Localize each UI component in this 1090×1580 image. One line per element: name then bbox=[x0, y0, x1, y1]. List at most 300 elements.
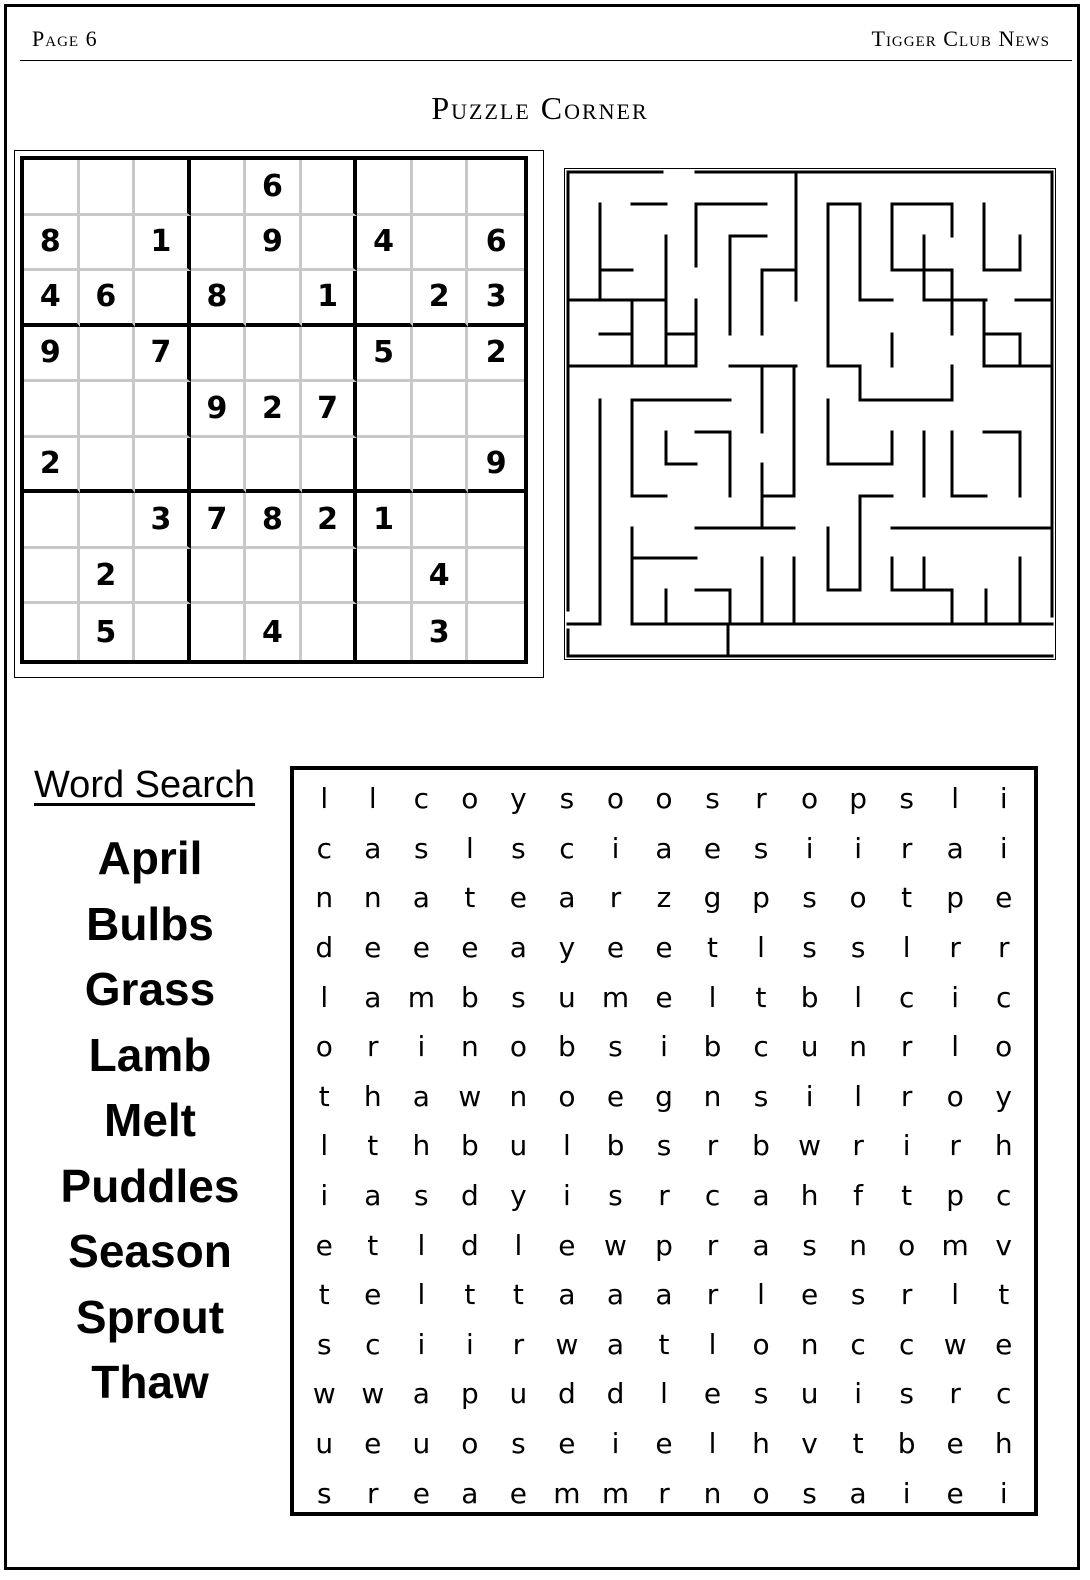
word-search-letter[interactable]: e bbox=[800, 1278, 819, 1312]
word-search-letter[interactable]: u bbox=[800, 1030, 819, 1064]
word-search-letter[interactable]: t bbox=[367, 1228, 379, 1262]
word-search-letter[interactable]: b bbox=[800, 980, 819, 1014]
word-search-letter[interactable]: s bbox=[899, 782, 914, 816]
word-search-letter[interactable]: r bbox=[706, 1129, 719, 1163]
word-search-letter[interactable]: p bbox=[460, 1377, 479, 1411]
word-search-letter[interactable]: m bbox=[407, 980, 435, 1014]
word-search-letter[interactable]: e bbox=[995, 881, 1013, 915]
word-search-letter[interactable]: n bbox=[315, 881, 334, 915]
word-search-letter[interactable]: r bbox=[755, 782, 767, 816]
word-search-letter[interactable]: s bbox=[753, 831, 769, 865]
sudoku-cell[interactable] bbox=[302, 160, 358, 216]
sudoku-cell[interactable]: 2 bbox=[468, 327, 524, 383]
word-search-letter[interactable]: a bbox=[655, 1278, 673, 1312]
word-search-letter[interactable]: e bbox=[412, 931, 430, 965]
word-search-letter[interactable]: i bbox=[320, 1179, 329, 1213]
word-search-letter[interactable]: t bbox=[755, 980, 767, 1014]
word-search-letter[interactable]: m bbox=[553, 1476, 581, 1510]
sudoku-cell[interactable] bbox=[135, 549, 191, 605]
word-search-letter[interactable]: r bbox=[658, 1179, 670, 1213]
word-search-letter[interactable]: v bbox=[995, 1228, 1012, 1262]
word-search-letter[interactable]: e bbox=[315, 1228, 333, 1262]
word-search-letter[interactable]: t bbox=[901, 1179, 913, 1213]
word-search-letter[interactable]: i bbox=[660, 1030, 668, 1064]
sudoku-cell[interactable] bbox=[135, 271, 191, 327]
sudoku-cell[interactable] bbox=[413, 438, 469, 494]
word-search-letter[interactable]: c bbox=[898, 980, 915, 1014]
sudoku-cell[interactable] bbox=[413, 493, 469, 549]
word-search-letter[interactable]: e bbox=[558, 1427, 576, 1461]
sudoku-cell[interactable]: 6 bbox=[468, 216, 524, 272]
sudoku-cell[interactable] bbox=[468, 493, 524, 549]
word-search-letter[interactable]: a bbox=[752, 1179, 770, 1213]
word-search-letter[interactable]: l bbox=[465, 831, 474, 865]
word-search-letter[interactable]: w bbox=[798, 1129, 822, 1163]
word-search-letter[interactable]: t bbox=[852, 1427, 864, 1461]
word-search-letter[interactable]: o bbox=[558, 1079, 576, 1113]
sudoku-cell[interactable]: 3 bbox=[413, 604, 469, 660]
sudoku-cell[interactable] bbox=[357, 549, 413, 605]
word-search-letter[interactable]: e bbox=[558, 1228, 576, 1262]
sudoku-cell[interactable] bbox=[357, 271, 413, 327]
word-search-letter[interactable]: l bbox=[951, 782, 960, 816]
word-search-letter[interactable]: o bbox=[461, 782, 479, 816]
word-search-letter[interactable]: o bbox=[946, 1079, 964, 1113]
word-search-letter[interactable]: d bbox=[606, 1377, 625, 1411]
word-search-letter[interactable]: l bbox=[320, 980, 329, 1014]
word-search-letter[interactable]: o bbox=[461, 1427, 479, 1461]
word-search-letter[interactable]: h bbox=[994, 1129, 1013, 1163]
word-search-letter[interactable]: r bbox=[706, 1278, 719, 1312]
word-search-letter[interactable]: i bbox=[999, 1476, 1008, 1510]
word-search-letter[interactable]: c bbox=[850, 1327, 866, 1361]
word-search-letter[interactable]: u bbox=[558, 980, 576, 1014]
word-search-letter[interactable]: w bbox=[361, 1377, 385, 1411]
sudoku-cell[interactable]: 5 bbox=[80, 604, 136, 660]
word-search-letter[interactable]: s bbox=[608, 1030, 623, 1064]
word-search-letter[interactable]: n bbox=[849, 1228, 867, 1262]
word-search-letter[interactable]: d bbox=[460, 1228, 479, 1262]
word-search-letter[interactable]: r bbox=[949, 1377, 961, 1411]
word-search-letter[interactable]: b bbox=[460, 980, 479, 1014]
word-search-letter[interactable]: p bbox=[752, 881, 770, 915]
sudoku-cell[interactable]: 6 bbox=[80, 271, 136, 327]
word-search-letter[interactable]: e bbox=[655, 1427, 673, 1461]
word-search-letter[interactable]: s bbox=[511, 831, 526, 865]
sudoku-cell[interactable]: 2 bbox=[246, 382, 302, 438]
word-search-letter[interactable]: u bbox=[315, 1427, 334, 1461]
word-search-letter[interactable]: i bbox=[417, 1030, 426, 1064]
word-search-letter[interactable]: u bbox=[800, 1377, 819, 1411]
word-search-letter[interactable]: r bbox=[367, 1030, 379, 1064]
word-search-letter[interactable]: i bbox=[417, 1327, 426, 1361]
word-search-letter[interactable]: a bbox=[946, 831, 964, 865]
word-search-letter[interactable]: u bbox=[509, 1129, 528, 1163]
word-search-letter[interactable]: w bbox=[555, 1327, 579, 1361]
word-search-letter[interactable]: c bbox=[316, 831, 332, 865]
word-search-letter[interactable]: e bbox=[509, 881, 527, 915]
word-search-letter[interactable]: c bbox=[704, 1179, 721, 1213]
word-search-letter[interactable]: s bbox=[316, 1476, 332, 1510]
sudoku-cell[interactable] bbox=[135, 604, 191, 660]
sudoku-cell[interactable]: 9 bbox=[468, 438, 524, 494]
word-search-letter[interactable]: o bbox=[801, 782, 819, 816]
word-search-letter[interactable]: l bbox=[854, 980, 862, 1014]
word-search-letter[interactable]: c bbox=[753, 1030, 769, 1064]
word-search-letter[interactable]: e bbox=[364, 1427, 382, 1461]
sudoku-cell[interactable]: 4 bbox=[357, 216, 413, 272]
word-search-letter[interactable]: b bbox=[703, 1030, 722, 1064]
sudoku-cell[interactable]: 2 bbox=[80, 549, 136, 605]
word-search-letter[interactable]: m bbox=[601, 1476, 630, 1510]
sudoku-cell[interactable] bbox=[191, 438, 247, 494]
word-search-letter[interactable]: i bbox=[465, 1327, 474, 1361]
word-search-letter[interactable]: p bbox=[655, 1228, 673, 1262]
word-search-letter[interactable]: n bbox=[849, 1030, 867, 1064]
sudoku-cell[interactable] bbox=[413, 382, 469, 438]
sudoku-cell[interactable] bbox=[135, 160, 191, 216]
word-search-letter[interactable]: a bbox=[412, 881, 430, 915]
word-search-letter[interactable]: l bbox=[951, 1278, 960, 1312]
word-search-letter[interactable]: i bbox=[999, 831, 1008, 865]
sudoku-cell[interactable] bbox=[302, 327, 358, 383]
sudoku-cell[interactable] bbox=[191, 216, 247, 272]
word-search-letter[interactable]: l bbox=[708, 1327, 717, 1361]
word-search-letter[interactable]: r bbox=[900, 1278, 913, 1312]
word-search-letter[interactable]: l bbox=[757, 931, 765, 965]
word-search-letter[interactable]: b bbox=[606, 1129, 625, 1163]
word-search-letter[interactable]: a bbox=[412, 1079, 430, 1113]
word-search-letter[interactable]: s bbox=[899, 1377, 914, 1411]
word-search-letter[interactable]: s bbox=[559, 782, 575, 816]
sudoku-cell[interactable] bbox=[24, 160, 80, 216]
word-search-letter[interactable]: e bbox=[946, 1476, 964, 1510]
word-search-letter[interactable]: i bbox=[951, 980, 960, 1014]
word-search-letter[interactable]: y bbox=[558, 931, 576, 965]
word-search-letter[interactable]: z bbox=[656, 881, 672, 915]
word-search-letter[interactable]: a bbox=[509, 931, 527, 965]
word-search-letter[interactable]: m bbox=[941, 1228, 969, 1262]
word-search-letter[interactable]: r bbox=[852, 1129, 864, 1163]
word-search-letter[interactable]: w bbox=[312, 1377, 336, 1411]
sudoku-cell[interactable]: 1 bbox=[135, 216, 191, 272]
word-search-letter[interactable]: i bbox=[611, 1427, 620, 1461]
word-search-letter[interactable]: c bbox=[996, 980, 1012, 1014]
word-search-letter[interactable]: e bbox=[509, 1476, 527, 1510]
word-search-letter[interactable]: b bbox=[897, 1427, 916, 1461]
word-search-letter[interactable]: t bbox=[318, 1079, 330, 1113]
sudoku-cell[interactable] bbox=[357, 604, 413, 660]
word-search-letter[interactable]: l bbox=[660, 1377, 668, 1411]
word-search-letter[interactable]: l bbox=[951, 1030, 960, 1064]
word-search-letter[interactable]: l bbox=[368, 782, 377, 816]
sudoku-cell[interactable] bbox=[302, 604, 358, 660]
word-search-letter[interactable]: f bbox=[853, 1179, 864, 1213]
word-search-letter[interactable]: l bbox=[320, 1129, 329, 1163]
word-search-letter[interactable]: o bbox=[898, 1228, 916, 1262]
word-search-letter[interactable]: n bbox=[800, 1327, 819, 1361]
word-search-letter[interactable]: c bbox=[413, 782, 430, 816]
word-search-letter[interactable]: i bbox=[902, 1129, 911, 1163]
word-search-letter[interactable]: d bbox=[460, 1179, 479, 1213]
word-search-letter[interactable]: n bbox=[703, 1476, 722, 1510]
sudoku-cell[interactable] bbox=[357, 438, 413, 494]
word-search-letter[interactable]: t bbox=[367, 1129, 379, 1163]
word-search-letter[interactable]: r bbox=[900, 1079, 913, 1113]
word-search-letter[interactable]: c bbox=[996, 1179, 1012, 1213]
word-search-letter[interactable]: w bbox=[458, 1079, 482, 1113]
sudoku-cell[interactable]: 2 bbox=[24, 438, 80, 494]
word-search-letter[interactable]: y bbox=[510, 782, 527, 816]
word-search-letter[interactable]: y bbox=[510, 1179, 527, 1213]
word-search-letter[interactable]: o bbox=[849, 881, 867, 915]
word-search-letter[interactable]: l bbox=[757, 1278, 765, 1312]
word-search-letter[interactable]: t bbox=[707, 931, 718, 965]
word-search-letter[interactable]: s bbox=[753, 1377, 769, 1411]
sudoku-cell[interactable] bbox=[80, 493, 136, 549]
word-search-letter[interactable]: t bbox=[464, 881, 476, 915]
sudoku-cell[interactable] bbox=[413, 327, 469, 383]
sudoku-cell[interactable] bbox=[357, 160, 413, 216]
word-search-letter[interactable]: a bbox=[752, 1228, 770, 1262]
sudoku-cell[interactable]: 3 bbox=[468, 271, 524, 327]
word-search-letter[interactable]: g bbox=[703, 881, 722, 915]
word-search-letter[interactable]: r bbox=[658, 1476, 670, 1510]
word-search-letter[interactable]: p bbox=[946, 1179, 965, 1213]
word-search-letter[interactable]: r bbox=[949, 1129, 961, 1163]
sudoku-cell[interactable] bbox=[468, 160, 524, 216]
word-search-letter[interactable]: s bbox=[511, 980, 526, 1014]
sudoku-cell[interactable] bbox=[468, 549, 524, 605]
word-search-letter[interactable]: s bbox=[850, 931, 866, 965]
word-search-letter[interactable]: c bbox=[559, 831, 575, 865]
word-search-letter[interactable]: o bbox=[995, 1030, 1013, 1064]
sudoku-cell[interactable] bbox=[80, 216, 136, 272]
word-search-letter[interactable]: t bbox=[318, 1278, 330, 1312]
word-search-letter[interactable]: i bbox=[999, 782, 1008, 816]
word-search-letter[interactable]: i bbox=[854, 1377, 862, 1411]
sudoku-cell[interactable] bbox=[80, 160, 136, 216]
word-search-letter[interactable]: o bbox=[315, 1030, 333, 1064]
word-search-letter[interactable]: s bbox=[316, 1327, 332, 1361]
word-search-letter[interactable]: o bbox=[752, 1327, 770, 1361]
word-search-letter[interactable]: g bbox=[655, 1079, 673, 1113]
sudoku-cell[interactable] bbox=[80, 382, 136, 438]
word-search-letter[interactable]: b bbox=[558, 1030, 576, 1064]
word-search-letter[interactable]: c bbox=[898, 1327, 915, 1361]
word-search-letter[interactable]: s bbox=[753, 1079, 769, 1113]
word-search-letter[interactable]: e bbox=[412, 1476, 430, 1510]
word-search-letter[interactable]: m bbox=[601, 980, 630, 1014]
word-search-letter[interactable]: l bbox=[417, 1278, 426, 1312]
sudoku-cell[interactable] bbox=[302, 216, 358, 272]
word-search-letter[interactable]: r bbox=[367, 1476, 379, 1510]
word-search-letter[interactable]: i bbox=[805, 1079, 814, 1113]
word-search-letter[interactable]: e bbox=[995, 1327, 1013, 1361]
sudoku-cell[interactable] bbox=[468, 604, 524, 660]
word-search-letter[interactable]: e bbox=[946, 1427, 964, 1461]
word-search-letter[interactable]: n bbox=[703, 1079, 722, 1113]
word-search-letter[interactable]: h bbox=[800, 1179, 819, 1213]
word-search-letter[interactable]: s bbox=[608, 1179, 623, 1213]
sudoku-cell[interactable] bbox=[80, 438, 136, 494]
word-search-letter[interactable]: a bbox=[412, 1377, 430, 1411]
word-search-letter[interactable]: l bbox=[417, 1228, 426, 1262]
word-search-letter[interactable]: w bbox=[943, 1327, 967, 1361]
sudoku-cell[interactable] bbox=[24, 493, 80, 549]
word-search-letter[interactable]: n bbox=[363, 881, 382, 915]
word-search-letter[interactable]: i bbox=[805, 831, 814, 865]
sudoku-cell[interactable]: 7 bbox=[135, 327, 191, 383]
word-search-letter[interactable]: r bbox=[609, 881, 622, 915]
word-search-letter[interactable]: r bbox=[900, 831, 913, 865]
sudoku-cell[interactable] bbox=[80, 327, 136, 383]
word-search-letter[interactable]: t bbox=[658, 1327, 670, 1361]
sudoku-cell[interactable]: 8 bbox=[246, 493, 302, 549]
word-search-letter[interactable]: l bbox=[563, 1129, 571, 1163]
sudoku-cell[interactable]: 2 bbox=[413, 271, 469, 327]
sudoku-cell[interactable]: 4 bbox=[413, 549, 469, 605]
sudoku-cell[interactable]: 6 bbox=[246, 160, 302, 216]
word-search-letter[interactable]: n bbox=[509, 1079, 528, 1113]
word-search-letter[interactable]: e bbox=[655, 931, 673, 965]
word-search-letter[interactable]: h bbox=[994, 1427, 1013, 1461]
word-search-letter[interactable]: b bbox=[460, 1129, 479, 1163]
word-search-letter[interactable]: e bbox=[606, 1079, 625, 1113]
word-search-letter[interactable]: s bbox=[802, 1476, 817, 1510]
word-search-letter[interactable]: i bbox=[854, 831, 862, 865]
word-search-letter[interactable]: n bbox=[460, 1030, 479, 1064]
word-search-letter[interactable]: l bbox=[902, 931, 911, 965]
word-search-letter[interactable]: r bbox=[512, 1327, 525, 1361]
word-search-letter[interactable]: s bbox=[414, 831, 429, 865]
word-search-letter[interactable]: e bbox=[703, 1377, 722, 1411]
sudoku-cell[interactable] bbox=[24, 549, 80, 605]
sudoku-cell[interactable]: 7 bbox=[191, 493, 247, 549]
word-search-letter[interactable]: t bbox=[901, 881, 913, 915]
word-search-letter[interactable]: e bbox=[461, 931, 479, 965]
word-search-letter[interactable]: s bbox=[802, 881, 817, 915]
word-search-letter[interactable]: v bbox=[801, 1427, 818, 1461]
word-search-letter[interactable]: l bbox=[320, 782, 329, 816]
word-search-letter[interactable]: r bbox=[900, 1030, 913, 1064]
sudoku-cell[interactable] bbox=[191, 327, 247, 383]
word-search-letter[interactable]: u bbox=[509, 1377, 528, 1411]
sudoku-cell[interactable]: 4 bbox=[246, 604, 302, 660]
word-search-letter[interactable]: e bbox=[364, 1278, 382, 1312]
sudoku-cell[interactable] bbox=[246, 549, 302, 605]
word-search-letter[interactable]: s bbox=[705, 782, 720, 816]
word-search-letter[interactable]: i bbox=[563, 1179, 571, 1213]
word-search-letter[interactable]: u bbox=[412, 1427, 431, 1461]
sudoku-cell[interactable] bbox=[135, 438, 191, 494]
word-search-letter[interactable]: o bbox=[606, 782, 625, 816]
word-search-letter[interactable]: s bbox=[802, 931, 817, 965]
sudoku-cell[interactable] bbox=[191, 160, 247, 216]
sudoku-cell[interactable]: 1 bbox=[302, 271, 358, 327]
sudoku-cell[interactable] bbox=[413, 160, 469, 216]
sudoku-cell[interactable] bbox=[135, 382, 191, 438]
word-search-letter[interactable]: t bbox=[512, 1278, 524, 1312]
word-search-letter[interactable]: d bbox=[315, 931, 334, 965]
word-search-letter[interactable]: a bbox=[655, 831, 673, 865]
sudoku-cell[interactable]: 7 bbox=[302, 382, 358, 438]
sudoku-cell[interactable]: 9 bbox=[191, 382, 247, 438]
word-search-letter[interactable]: h bbox=[752, 1427, 770, 1461]
word-search-letter[interactable]: y bbox=[995, 1079, 1012, 1113]
word-search-letter[interactable]: p bbox=[849, 782, 867, 816]
word-search-letter[interactable]: a bbox=[558, 1278, 576, 1312]
word-search-letter[interactable]: d bbox=[558, 1377, 576, 1411]
sudoku-cell[interactable] bbox=[302, 438, 358, 494]
word-search-letter[interactable]: e bbox=[703, 831, 722, 865]
word-search-letter[interactable]: a bbox=[606, 1278, 625, 1312]
word-search-letter[interactable]: o bbox=[752, 1476, 770, 1510]
sudoku-cell[interactable]: 8 bbox=[24, 216, 80, 272]
word-search-letter[interactable]: r bbox=[997, 931, 1010, 965]
word-search-letter[interactable]: r bbox=[949, 931, 961, 965]
sudoku-cell[interactable]: 2 bbox=[302, 493, 358, 549]
sudoku-cell[interactable] bbox=[246, 438, 302, 494]
sudoku-cell[interactable] bbox=[468, 382, 524, 438]
sudoku-cell[interactable] bbox=[246, 271, 302, 327]
sudoku-cell[interactable] bbox=[246, 327, 302, 383]
sudoku-cell[interactable] bbox=[24, 604, 80, 660]
sudoku-cell[interactable]: 1 bbox=[357, 493, 413, 549]
word-search-letter[interactable]: l bbox=[708, 1427, 717, 1461]
word-search-letter[interactable]: c bbox=[365, 1327, 381, 1361]
word-search-letter[interactable]: a bbox=[364, 831, 382, 865]
word-search-letter[interactable]: a bbox=[558, 881, 576, 915]
word-search-letter[interactable]: s bbox=[656, 1129, 672, 1163]
word-search-letter[interactable]: s bbox=[850, 1278, 866, 1312]
word-search-letter[interactable]: h bbox=[412, 1129, 431, 1163]
word-search-letter[interactable]: t bbox=[464, 1278, 476, 1312]
sudoku-cell[interactable] bbox=[191, 549, 247, 605]
word-search-letter[interactable]: o bbox=[509, 1030, 527, 1064]
word-search-letter[interactable]: l bbox=[514, 1228, 523, 1262]
word-search-letter[interactable]: o bbox=[655, 782, 673, 816]
sudoku-cell[interactable]: 5 bbox=[357, 327, 413, 383]
word-search-letter[interactable]: i bbox=[902, 1476, 911, 1510]
word-search-letter[interactable]: s bbox=[511, 1427, 526, 1461]
sudoku-cell[interactable]: 3 bbox=[135, 493, 191, 549]
word-search-letter[interactable]: e bbox=[364, 931, 382, 965]
sudoku-cell[interactable]: 4 bbox=[24, 271, 80, 327]
word-search-letter[interactable]: s bbox=[802, 1228, 817, 1262]
sudoku-cell[interactable] bbox=[357, 382, 413, 438]
word-search-letter[interactable]: b bbox=[752, 1129, 770, 1163]
word-search-letter[interactable]: r bbox=[706, 1228, 719, 1262]
sudoku-cell[interactable] bbox=[302, 549, 358, 605]
word-search-letter[interactable]: i bbox=[611, 831, 620, 865]
sudoku-cell[interactable]: 9 bbox=[246, 216, 302, 272]
word-search-letter[interactable]: s bbox=[414, 1179, 429, 1213]
word-search-letter[interactable]: a bbox=[364, 980, 382, 1014]
word-search-letter[interactable]: a bbox=[461, 1476, 479, 1510]
word-search-letter[interactable]: w bbox=[604, 1228, 627, 1262]
sudoku-cell[interactable] bbox=[24, 382, 80, 438]
word-search-letter[interactable]: a bbox=[606, 1327, 625, 1361]
word-search-letter[interactable]: c bbox=[996, 1377, 1012, 1411]
word-search-letter[interactable]: a bbox=[364, 1179, 382, 1213]
word-search-letter[interactable]: e bbox=[606, 931, 625, 965]
sudoku-cell[interactable] bbox=[191, 604, 247, 660]
word-search-letter[interactable]: t bbox=[998, 1278, 1010, 1312]
word-search-letter[interactable]: p bbox=[946, 881, 965, 915]
sudoku-cell[interactable]: 9 bbox=[24, 327, 80, 383]
word-search-letter[interactable]: a bbox=[849, 1476, 867, 1510]
